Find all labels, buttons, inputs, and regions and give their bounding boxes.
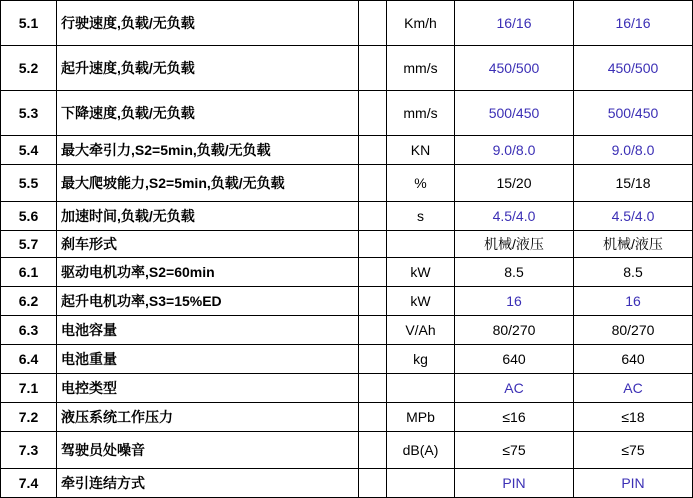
spacer-cell bbox=[359, 287, 387, 316]
row-value-1: 机械/液压 bbox=[455, 231, 574, 258]
row-label: 起升速度,负载/无负载 bbox=[57, 46, 359, 91]
row-number: 6.2 bbox=[1, 287, 57, 316]
spacer-cell bbox=[359, 403, 387, 432]
row-unit: V/Ah bbox=[387, 316, 455, 345]
row-value-2: 500/450 bbox=[574, 91, 693, 136]
row-label: 行驶速度,负载/无负载 bbox=[57, 1, 359, 46]
table-row bbox=[1, 287, 693, 316]
row-value-2: 15/18 bbox=[574, 165, 693, 202]
row-label: 起升电机功率,S3=15%ED bbox=[57, 287, 359, 316]
row-value-1: 80/270 bbox=[455, 316, 574, 345]
table-row bbox=[1, 46, 693, 91]
row-number: 6.4 bbox=[1, 345, 57, 374]
row-number: 6.3 bbox=[1, 316, 57, 345]
row-unit: % bbox=[387, 165, 455, 202]
row-label: 电池重量 bbox=[57, 345, 359, 374]
row-unit: mm/s bbox=[387, 46, 455, 91]
table-row bbox=[1, 316, 693, 345]
row-label: 下降速度,负载/无负载 bbox=[57, 91, 359, 136]
row-value-2: 80/270 bbox=[574, 316, 693, 345]
spacer-cell bbox=[359, 469, 387, 498]
spacer-cell bbox=[359, 374, 387, 403]
table-row bbox=[1, 432, 693, 469]
spacer-cell bbox=[359, 432, 387, 469]
row-value-1: 16 bbox=[455, 287, 574, 316]
table-row bbox=[1, 403, 693, 432]
row-value-2: 640 bbox=[574, 345, 693, 374]
row-value-2: ≤75 bbox=[574, 432, 693, 469]
row-value-1: 16/16 bbox=[455, 1, 574, 46]
table-body bbox=[1, 1, 693, 498]
row-label: 电池容量 bbox=[57, 316, 359, 345]
spacer-cell bbox=[359, 1, 387, 46]
row-number: 7.1 bbox=[1, 374, 57, 403]
table-row bbox=[1, 231, 693, 258]
row-value-2: 4.5/4.0 bbox=[574, 202, 693, 231]
spacer-cell bbox=[359, 258, 387, 287]
row-label: 牵引连结方式 bbox=[57, 469, 359, 498]
row-value-2: AC bbox=[574, 374, 693, 403]
row-value-1: PIN bbox=[455, 469, 574, 498]
row-label: 液压系统工作压力 bbox=[57, 403, 359, 432]
row-unit: s bbox=[387, 202, 455, 231]
row-value-1: 8.5 bbox=[455, 258, 574, 287]
table-row bbox=[1, 469, 693, 498]
table-row bbox=[1, 136, 693, 165]
row-value-1: AC bbox=[455, 374, 574, 403]
row-number: 6.1 bbox=[1, 258, 57, 287]
row-value-2: 9.0/8.0 bbox=[574, 136, 693, 165]
table-row bbox=[1, 91, 693, 136]
row-unit: kW bbox=[387, 287, 455, 316]
table-row bbox=[1, 202, 693, 231]
row-number: 5.5 bbox=[1, 165, 57, 202]
row-label: 最大牵引力,S2=5min,负载/无负载 bbox=[57, 136, 359, 165]
spacer-cell bbox=[359, 91, 387, 136]
spacer-cell bbox=[359, 46, 387, 91]
row-number: 5.7 bbox=[1, 231, 57, 258]
table-row bbox=[1, 1, 693, 46]
table-row bbox=[1, 165, 693, 202]
row-number: 7.3 bbox=[1, 432, 57, 469]
row-unit: kW bbox=[387, 258, 455, 287]
table-row bbox=[1, 345, 693, 374]
row-unit bbox=[387, 374, 455, 403]
row-label: 电控类型 bbox=[57, 374, 359, 403]
row-number: 7.4 bbox=[1, 469, 57, 498]
row-value-2: ≤18 bbox=[574, 403, 693, 432]
row-unit bbox=[387, 231, 455, 258]
row-value-2: 机械/液压 bbox=[574, 231, 693, 258]
row-number: 5.6 bbox=[1, 202, 57, 231]
row-value-1: 4.5/4.0 bbox=[455, 202, 574, 231]
table-row bbox=[1, 374, 693, 403]
row-unit: mm/s bbox=[387, 91, 455, 136]
table-row bbox=[1, 258, 693, 287]
row-value-1: 450/500 bbox=[455, 46, 574, 91]
row-unit: KN bbox=[387, 136, 455, 165]
row-label: 驱动电机功率,S2=60min bbox=[57, 258, 359, 287]
row-unit: kg bbox=[387, 345, 455, 374]
row-label: 加速时间,负载/无负载 bbox=[57, 202, 359, 231]
row-value-1: ≤16 bbox=[455, 403, 574, 432]
spacer-cell bbox=[359, 136, 387, 165]
row-value-2: 16 bbox=[574, 287, 693, 316]
row-value-1: 500/450 bbox=[455, 91, 574, 136]
row-unit: dB(A) bbox=[387, 432, 455, 469]
row-unit: Km/h bbox=[387, 1, 455, 46]
row-value-1: 15/20 bbox=[455, 165, 574, 202]
row-value-1: 9.0/8.0 bbox=[455, 136, 574, 165]
row-value-2: 450/500 bbox=[574, 46, 693, 91]
row-value-1: ≤75 bbox=[455, 432, 574, 469]
spacer-cell bbox=[359, 231, 387, 258]
row-label: 刹车形式 bbox=[57, 231, 359, 258]
row-number: 5.4 bbox=[1, 136, 57, 165]
row-unit bbox=[387, 469, 455, 498]
row-unit: MPb bbox=[387, 403, 455, 432]
row-number: 5.1 bbox=[1, 1, 57, 46]
row-number: 5.3 bbox=[1, 91, 57, 136]
spacer-cell bbox=[359, 345, 387, 374]
row-value-2: PIN bbox=[574, 469, 693, 498]
row-number: 5.2 bbox=[1, 46, 57, 91]
row-value-1: 640 bbox=[455, 345, 574, 374]
spacer-cell bbox=[359, 202, 387, 231]
row-label: 驾驶员处噪音 bbox=[57, 432, 359, 469]
spacer-cell bbox=[359, 316, 387, 345]
row-value-2: 8.5 bbox=[574, 258, 693, 287]
spacer-cell bbox=[359, 165, 387, 202]
row-number: 7.2 bbox=[1, 403, 57, 432]
row-label: 最大爬坡能力,S2=5min,负载/无负载 bbox=[57, 165, 359, 202]
row-value-2: 16/16 bbox=[574, 1, 693, 46]
